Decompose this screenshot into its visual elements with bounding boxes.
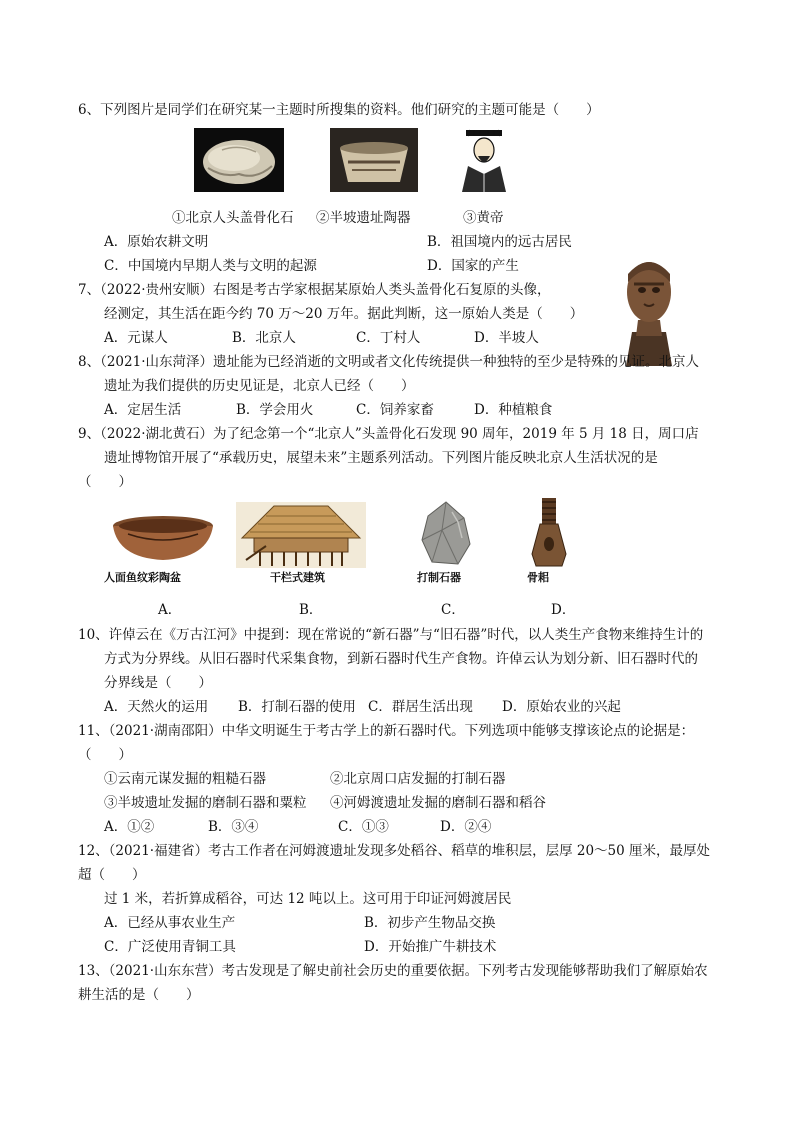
q6-stem: 6、下列图片是同学们在研究某一主题时所搜集的资料。他们研究的主题可能是（ ） [78, 102, 600, 118]
q8-option-b: B．学会用火 [236, 402, 314, 418]
q11-item-3: ③半坡遗址发掘的磨制石器和粟粒 [104, 795, 307, 811]
q12-option-d: D．开始推广牛耕技术 [364, 939, 497, 955]
stilt-house-image [236, 502, 366, 568]
skull-fossil-image [194, 128, 284, 192]
q7-option-d: D．半坡人 [474, 330, 539, 346]
q8-line-2: 遗址为我们提供的历史见证是，北京人已经（ ） [104, 378, 415, 394]
q10-line-1: 10、许倬云在《万古江河》中提到：现在常说的“新石器”与“旧石器”时代，以人类生产食物来维持生计的 [78, 627, 704, 643]
q6-option-a: A．原始农耕文明 [104, 234, 209, 250]
q11-option-b: B．③④ [208, 819, 259, 835]
q11-item-2: ②北京周口店发掘的打制石器 [330, 771, 506, 787]
q10-option-b: B．打制石器的使用 [238, 699, 356, 715]
reconstructed-head-bust-image [612, 254, 686, 366]
q9-caption-b: 干栏式建筑 [270, 571, 325, 584]
q7-option-c: C．丁村人 [356, 330, 421, 346]
q6-option-c: C．中国境内早期人类与文明的起源 [104, 258, 317, 274]
q9-line-1: 9、（2022·湖北黄石）为了纪念第一个“北京人”头盖骨化石发现 90 周年，2019 年 5 月 18 日，周口店 [78, 426, 699, 442]
q9-option-c: C． [441, 602, 465, 618]
q12-option-a: A．已经从事农业生产 [104, 915, 236, 931]
q11-line-1: 11、（2021·湖南邵阳）中华文明诞生于考古学上的新石器时代。下列选项中能够支撑该论点的论据是： [78, 723, 695, 739]
q6-caption-2: ②半坡遗址陶器 [316, 210, 411, 226]
q9-option-a: A． [158, 602, 182, 618]
q9-caption-a: 人面鱼纹彩陶盆 [104, 571, 181, 584]
q11-option-a: A．①② [104, 819, 155, 835]
q11-option-d: D．②④ [440, 819, 492, 835]
q6-option-d: D．国家的产生 [427, 258, 519, 274]
q9-line-3: （ ） [78, 474, 132, 490]
q9-caption-d: 骨耜 [527, 571, 549, 584]
q8-line-1: 8、（2021·山东菏泽）遗址能为已经消逝的文明或者文化传统提供一种独特的至少是特殊的见证。北京人 [78, 354, 699, 370]
q10-option-c: C．群居生活出现 [368, 699, 473, 715]
q11-line-2: （ ） [78, 747, 132, 763]
q6-caption-3: ③黄帝 [463, 210, 504, 226]
q12-option-c: C．广泛使用青铜工具 [104, 939, 236, 955]
q9-option-b: B． [299, 602, 323, 618]
q6-option-b: B．祖国境内的远古居民 [427, 234, 572, 250]
q13-line-2: 耕生活的是（ ） [78, 987, 200, 1003]
q12-option-b: B．初步产生物品交换 [364, 915, 496, 931]
q7-option-a: A．元谋人 [104, 330, 168, 346]
q7-option-b: B．北京人 [232, 330, 296, 346]
q8-option-c: C．饲养家畜 [356, 402, 434, 418]
q9-line-2: 遗址博物馆开展了“承载历史，展望未来”主题系列活动。下列图片能反映北京人生活状况的是 [104, 450, 658, 466]
q11-item-4: ④河姆渡遗址发掘的磨制石器和稻谷 [330, 795, 546, 811]
q11-item-1: ①云南元谋发掘的粗糙石器 [104, 771, 266, 787]
q12-line-3: 过 1 米，若折算成稻谷，可达 12 吨以上。这可用于印证河姆渡居民 [104, 891, 512, 907]
q7-line-1: 7、（2022·贵州安顺）右图是考古学家根据某原始人类头盖骨化石复原的头像， [78, 282, 551, 298]
banpo-pottery-image [330, 128, 418, 192]
q10-line-3: 分界线是（ ） [104, 675, 212, 691]
bone-spade-image [524, 496, 574, 568]
q11-option-c: C．①③ [338, 819, 389, 835]
q7-line-2: 经测定，其生活在距今约 70 万～20 万年。据此判断，这一原始人类是（ ） [104, 306, 584, 322]
q8-option-a: A．定居生活 [104, 402, 182, 418]
q6-caption-1: ①北京人头盖骨化石 [172, 210, 294, 226]
q13-line-1: 13、（2021·山东东营）考古发现是了解史前社会历史的重要依据。下列考古发现能够帮助我们了解原始农 [78, 963, 708, 979]
chipped-stone-tool-image [418, 500, 474, 566]
q10-option-d: D．原始农业的兴起 [502, 699, 621, 715]
q8-option-d: D．种植粮食 [474, 402, 553, 418]
q10-line-2: 方式为分界线。从旧石器时代采集食物，到新石器时代生产食物。许倬云认为划分新、旧石器时代的 [104, 651, 698, 667]
q12-line-2: 超（ ） [78, 867, 146, 883]
q10-option-a: A．天然火的运用 [104, 699, 209, 715]
q9-option-d: D． [551, 602, 576, 618]
q12-line-1: 12、（2021·福建省）考古工作者在河姆渡遗址发现多处稻谷、稻草的堆积层，层厚 20～50 厘米，最厚处 [78, 843, 711, 859]
huangdi-portrait-image [458, 126, 510, 192]
painted-pottery-basin-image [108, 512, 218, 566]
q9-caption-c: 打制石器 [417, 571, 461, 584]
